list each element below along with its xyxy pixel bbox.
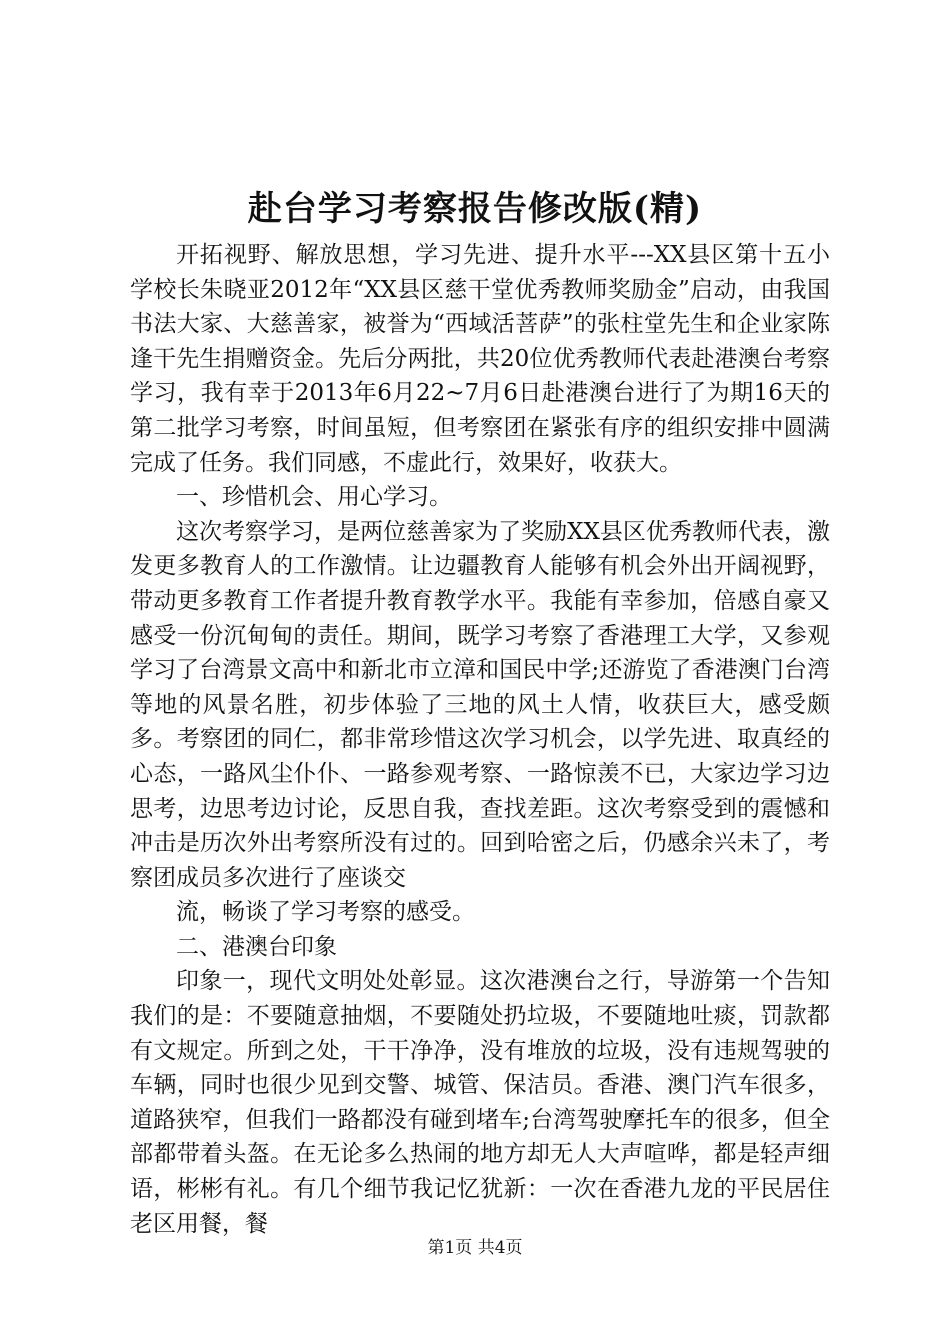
paragraph-section-1-continued: 流，畅谈了学习考察的感受。 <box>176 899 475 926</box>
section-heading-1: 一、珍惜机会、用心学习。 <box>176 484 452 511</box>
paragraph-intro: 开拓视野、解放思想，学习先进、提升水平---XX县区第十五小学校长朱晓亚2012年“XX县区慈干堂优秀教师奖励金”启动，由我国书法大家、大慈善家，被誉为“西域活菩萨”的张柱堂先生和企业家陈逢干先生捐赠资金。先后分两批，共20位优秀教师代表赴港澳台考察学习，我有幸于2013年6月22~7月6日赴港澳台进行了为期16天的第二批学习考察，时间虽短，但考察团在紧张有序的组织安排中圆满完成了任务。我们同感，不虚此行，效果好，收获大。 <box>130 242 830 476</box>
paragraph-section-2: 印象一，现代文明处处彰显。这次港澳台之行，导游第一个告知我们的是：不要随意抽烟，不要随处扔垃圾，不要随地吐痰，罚款都有文规定。所到之处，干干净净，没有堆放的垃圾，没有违规驾驶的车辆，同时也很少见到交警、城管、保洁员。香港、澳门汽车很多，道路狭窄，但我们一路都没有碰到堵车;台湾驾驶摩托车的很多，但全部都带着头盔。在无论多么热闹的地方却无人大声喧哗，都是轻声细语，彬彬有礼。有几个细节我记忆犹新：一次在香港九龙的平民居住老区用餐，餐 <box>130 968 830 1237</box>
paragraph-section-1: 这次考察学习，是两位慈善家为了奖励XX县区优秀教师代表，激发更多教育人的工作激情。让边疆教育人能够有机会外出开阔视野，带动更多教育工作者提升教育教学水平。我能有幸参加，倍感自豪又感受一份沉甸甸的责任。期间，既学习考察了香港理工大学，又参观学习了台湾景文高中和新北市立漳和国民中学;还游览了香港澳门台湾等地的风景名胜，初步体验了三地的风土人情，收获巨大，感受颇多。考察团的同仁，都非常珍惜这次学习机会，以学先进、取真经的心态，一路风尘仆仆、一路参观考察、一路惊羡不已，大家边学习边思考，边思考边讨论，反思自我，查找差距。这次考察受到的震憾和冲击是历次外出考察所没有过的。回到哈密之后，仍感余兴未了，考察团成员多次进行了座谈交 <box>130 518 830 891</box>
page-number-footer: 第1页 共4页 <box>427 1238 523 1258</box>
document-title: 赴台学习考察报告修改版(精) <box>247 189 703 229</box>
document-body <box>130 238 830 1241</box>
section-heading-2: 二、港澳台印象 <box>176 933 337 960</box>
